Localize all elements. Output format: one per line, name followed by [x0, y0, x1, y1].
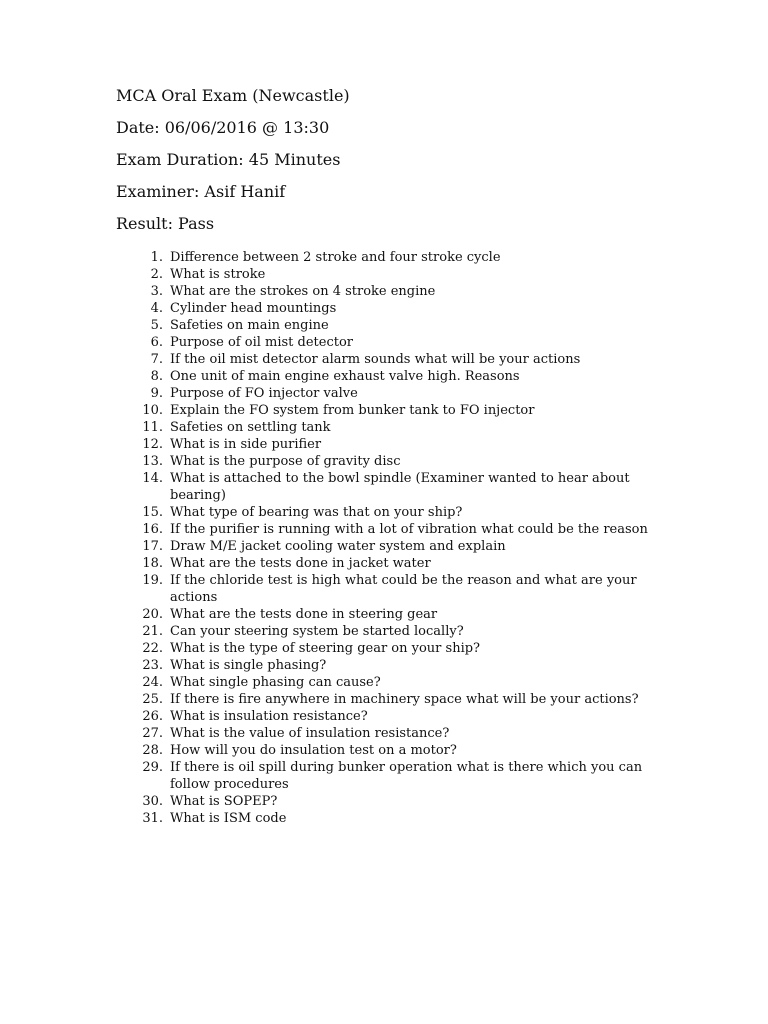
question-item: [120, 334, 656, 351]
question-item: [120, 317, 656, 334]
question-number: 19 .: [120, 572, 163, 606]
question-number: 7 .: [120, 351, 163, 368]
question-gap: [163, 708, 170, 725]
question-gap: [163, 402, 170, 419]
question-gap: [163, 453, 170, 470]
question-text: What is the purpose of gravity disc: [170, 454, 401, 469]
question-item: [120, 742, 656, 759]
question-list: [120, 249, 656, 827]
question-number: 21 .: [120, 623, 163, 640]
exam-duration: Exam Duration: 45 Minutes: [116, 150, 341, 169]
question-number: 16 .: [120, 521, 163, 538]
question-item: [120, 538, 656, 555]
question-text: What is the type of steering gear on your ship?: [170, 641, 481, 656]
question-item: [120, 368, 656, 385]
question-text: What is stroke: [170, 267, 266, 282]
question-item: [120, 351, 656, 368]
question-gap: [163, 759, 170, 793]
question-gap: [163, 725, 170, 742]
question-text: What is in side purifier: [170, 437, 322, 452]
question-item: [120, 402, 656, 419]
question-number: 30 .: [120, 793, 163, 810]
question-number: 29 .: [120, 759, 163, 793]
question-number: 28 .: [120, 742, 163, 759]
question-item: [120, 657, 656, 674]
question-item: [120, 674, 656, 691]
question-item: [120, 453, 656, 470]
question-number: 11 .: [120, 419, 163, 436]
question-text: What single phasing can cause?: [170, 675, 381, 690]
question-text: Explain the FO system from bunker tank to FO injector: [170, 403, 535, 418]
question-text: What type of bearing was that on your ship?: [170, 505, 463, 520]
question-gap: [163, 572, 170, 606]
question-text: Purpose of oil mist detector: [170, 335, 354, 350]
question-text: Purpose of FO injector valve: [170, 386, 358, 401]
question-text: If the purifier is running with a lot of vibration what could be the reason: [170, 522, 648, 537]
question-gap: [163, 521, 170, 538]
question-number: 31 .: [120, 810, 163, 827]
question-number: 3 .: [120, 283, 163, 300]
question-text: What is the value of insulation resistance?: [170, 726, 450, 741]
question-text: If there is oil spill during bunker operation what is there which you can follow procedures: [170, 760, 643, 792]
question-number: 14 .: [120, 470, 163, 504]
question-text: What are the strokes on 4 stroke engine: [170, 284, 436, 299]
question-text: Cylinder head mountings: [170, 301, 337, 316]
question-number: 6 .: [120, 334, 163, 351]
question-item: [120, 606, 656, 623]
question-number: 10 .: [120, 402, 163, 419]
question-gap: [163, 657, 170, 674]
question-text: What are the tests done in steering gear: [170, 607, 438, 622]
question-item: [120, 470, 656, 504]
question-item: [120, 640, 656, 657]
question-text: What are the tests done in jacket water: [170, 556, 431, 571]
question-item: [120, 266, 656, 283]
question-item: [120, 521, 656, 538]
question-number: 17 .: [120, 538, 163, 555]
question-number: 4 .: [120, 300, 163, 317]
question-number: 27 .: [120, 725, 163, 742]
question-item: [120, 300, 656, 317]
question-number: 18 .: [120, 555, 163, 572]
question-text: How will you do insulation test on a motor?: [170, 743, 457, 758]
question-number: 1 .: [120, 249, 163, 266]
question-text: What is attached to the bowl spindle (Examiner wanted to hear about bearing): [170, 471, 630, 503]
question-gap: [163, 249, 170, 266]
question-gap: [163, 691, 170, 708]
question-number: 15 .: [120, 504, 163, 521]
question-gap: [163, 436, 170, 453]
question-item: [120, 249, 656, 266]
question-text: Can your steering system be started locally?: [170, 624, 464, 639]
question-gap: [163, 674, 170, 691]
question-gap: [163, 793, 170, 810]
question-text: Safeties on settling tank: [170, 420, 331, 435]
question-text: Difference between 2 stroke and four stroke cycle: [170, 250, 501, 265]
question-text: Draw M/E jacket cooling water system and explain: [170, 539, 506, 554]
question-gap: [163, 810, 170, 827]
question-text: If the chloride test is high what could be the reason and what are your actions: [170, 573, 637, 605]
question-number: 25 .: [120, 691, 163, 708]
question-text: If the oil mist detector alarm sounds what will be your actions: [170, 352, 581, 367]
question-item: [120, 385, 656, 402]
question-number: 26 .: [120, 708, 163, 725]
question-text: What is insulation resistance?: [170, 709, 368, 724]
question-item: [120, 708, 656, 725]
question-number: 2 .: [120, 266, 163, 283]
question-gap: [163, 334, 170, 351]
question-text: What is ISM code: [170, 811, 287, 826]
question-item: [120, 810, 656, 827]
exam-header: [116, 86, 736, 246]
question-number: 9 .: [120, 385, 163, 402]
question-text: What is single phasing?: [170, 658, 327, 673]
question-gap: [163, 538, 170, 555]
question-gap: [163, 742, 170, 759]
question-number: 12 .: [120, 436, 163, 453]
question-gap: [163, 368, 170, 385]
question-gap: [163, 385, 170, 402]
question-item: [120, 691, 656, 708]
question-item: [120, 504, 656, 521]
question-item: [120, 419, 656, 436]
question-gap: [163, 470, 170, 504]
question-text: One unit of main engine exhaust valve high. Reasons: [170, 369, 520, 384]
question-gap: [163, 300, 170, 317]
question-item: [120, 436, 656, 453]
question-text: If there is fire anywhere in machinery space what will be your actions?: [170, 692, 639, 707]
question-item: [120, 793, 656, 810]
exam-date: Date: 06/06/2016 @ 13:30: [116, 118, 330, 137]
exam-title: MCA Oral Exam (Newcastle): [116, 86, 350, 105]
question-gap: [163, 640, 170, 657]
question-gap: [163, 606, 170, 623]
exam-examiner: Examiner: Asif Hanif: [116, 182, 286, 201]
question-text: Safeties on main engine: [170, 318, 329, 333]
question-gap: [163, 317, 170, 334]
question-gap: [163, 266, 170, 283]
question-item: [120, 623, 656, 640]
question-number: 8 .: [120, 368, 163, 385]
question-gap: [163, 283, 170, 300]
question-gap: [163, 555, 170, 572]
question-text: What is SOPEP?: [170, 794, 278, 809]
question-number: 5 .: [120, 317, 163, 334]
question-number: 20 .: [120, 606, 163, 623]
question-number: 13 .: [120, 453, 163, 470]
question-item: [120, 725, 656, 742]
question-number: 23 .: [120, 657, 163, 674]
question-item: [120, 283, 656, 300]
question-gap: [163, 419, 170, 436]
question-item: [120, 759, 656, 793]
question-number: 24 .: [120, 674, 163, 691]
question-gap: [163, 351, 170, 368]
exam-result: Result: Pass: [116, 214, 215, 233]
question-number: 22 .: [120, 640, 163, 657]
question-gap: [163, 623, 170, 640]
question-item: [120, 555, 656, 572]
question-gap: [163, 504, 170, 521]
question-item: [120, 572, 656, 606]
